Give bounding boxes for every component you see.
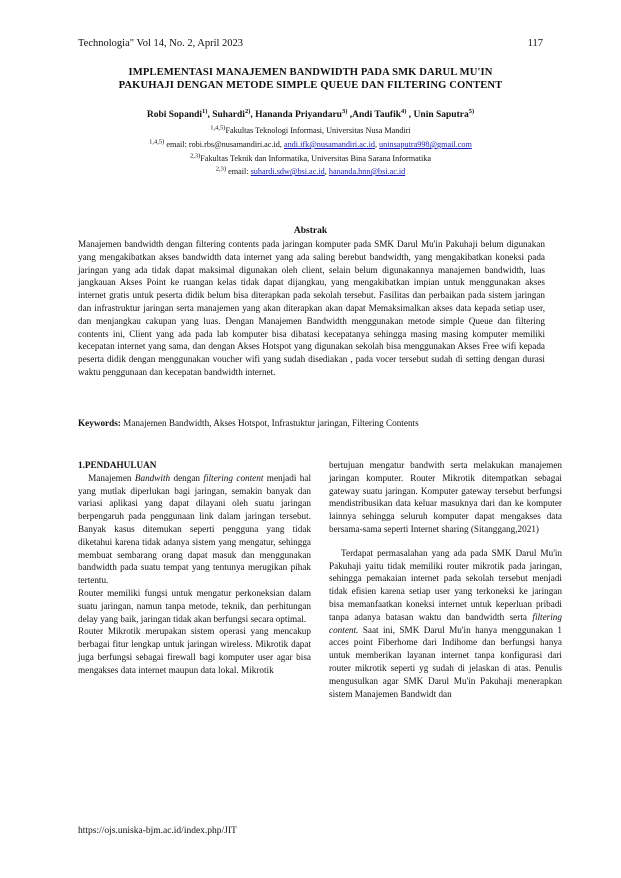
right-column [329,459,562,700]
title-line-1: IMPLEMENTASI MANAJEMEN BANDWIDTH PADA SMK DARUL MU'IN [128,67,493,78]
paragraph: Router memiliki fungsi untuk mengatur perkoneksian dalam suatu jaringan, namun tanpa metode, teknik, dan perhitungan delay yang baik, jaringan tidak akan berfungsi secara optimal. [78,587,311,624]
email-prefix: email: [228,167,249,176]
author-list: Robi Sopandi$^{1)}$, Suhardi$^{2)}$, Hananda Priyandaru$^{3)}$ ,Andi Taufik$^{4)}$ , Unin Saputra$^{5)}$ [146,107,475,120]
author-name: Andi Taufik [352,110,401,120]
author-affiliation-marker: 1) [202,107,208,115]
affiliation-text: Fakultas Teknik dan Informatika, Universitas Bina Sarana Informatika [200,154,432,163]
email-link[interactable]: suhardi.sdw@bsi.ac.id [250,167,325,176]
affiliation-marker: 2,3) [189,152,201,160]
section-heading: 1.PENDAHULUAN [78,460,157,470]
paragraph: Router Mikrotik merupakan sistem operasi yang mencakup berbagai fitur lengkap untuk jaringan wireless. Mikrotik dapat juga berfungsi sebagai firewall bagi komputer user agar bisa mengakses data internet maupun data lokal. Mikrotik [78,626,311,675]
keywords [78,418,545,428]
email-line-1: $^{1,4,5)}$ email: robi.rbs@nusamandiri.ac.id, andi.ifk@nusamandiri.ac.id, uninsaputra998@gmail.com [149,138,472,149]
author-name: Suhardi [212,110,245,120]
email-link[interactable]: andi.ifk@nusamandiri.ac.id [283,140,375,149]
paper-title [60,66,561,92]
author-name: Robi Sopandi [146,110,203,120]
title-line-2: PAKUHAJI DENGAN METODE SIMPLE QUEUE DAN FILTERING CONTENT [118,80,503,91]
author-affiliation-marker: 4) [401,107,407,115]
email-link[interactable]: hananda.hnn@bsi.ac.id [328,167,406,176]
footer-url[interactable]: https://ojs.uniska-bjm.ac.id/index.php/JIT [78,826,237,836]
author-affiliation-marker: 5) [468,107,475,115]
affiliation-2 [30,153,591,164]
affiliation-1 [30,125,591,136]
affiliation-marker: 1,4,5) [210,124,226,132]
journal-citation: Technologia" Vol 14, No. 2, April 2023 [78,38,244,49]
email-marker: 1,4,5) [149,138,165,146]
email-line-2: $^{2,3)}$ email: suhardi.sdw@bsi.ac.id, hananda.hnn@bsi.ac.id [215,165,406,176]
page-number: 117 [527,38,543,49]
abstract-body: Manajemen bandwidth dengan filtering contents pada jaringan komputer pada SMK Darul Mu'in Pakuhaji belum digunakan yang mengakibatkan akses bandwidth data internet yang ada saling berebut bandwidth, yang mengakibatkan koneksi pada jaringan yang ada tidak dapat maksimal digunakan oleh client, selain belum digunakannya manajemen bandwidth, luas jangkauan Akses Point ke ruangan kelas tidak dapat dijangkau, yang mengakibatkan impian untuk menggunakan akses internet gratis untuk peserta didik belum bisa diterapkan pada sekolah tersebut. Fasilitas dan perbaikan pada sistem jaringan dan infrastruktur jaringan serta manajemen yang akan diterapkan akan dapat Memaksimalkan akses data kepada setiap user, dan menjangkau cakupan yang luas. Dengan Manajemen Bandwidth menggunakan metode simple Queue dan filtering contents ini, Client yang ada pada lab komputer bisa dibatasi kecepatanya sehingga masing masing komputer memiliki kecepatan internet yang sama, dan dengan Akses Hotspot yang digunakan sekolah bisa menggunakan Akses Free wifi kepada peserta didik dengan menggunakan voucher wifi yang sudah disediakan , pada vocer tersebut sudah di setting dengan durasi waktu penggunaan dan kecepatan bandwidth internet. [78,239,545,377]
email-marker: 2,3) [215,165,227,173]
author-name: Unin Saputra [413,110,469,120]
paragraph: Manajemen Bandwith dengan filtering content menjadi hal yang mutlak diperlukan bagi jaringan, semakin banyak dan variasi aplikasi yang dapat dilayani oleh suatu jaringan berpengaruh pada penggunaan link dalam jaringan tersebut. Banyak kasus ditemukan seperti pengguna yang tidak diketahui karena tidak adanya sistem yang mengatur, sehingga membuat sembarang orang dapat masuk dan menggunakan bandwidth pada suatu tempat yang tentunya merugikan pihak tertentu. [78,472,311,586]
email-prefix: email: robi.rbs@nusamandiri.ac.id, [166,140,282,149]
abstract-heading: Abstrak [293,226,328,236]
left-column [78,459,311,677]
author-name: Hananda Priyandaru [255,110,342,120]
paragraph: bertujuan mengatur bandwith serta melakukan manajemen jaringan komputer. Router Mikrotik ditempatkan sebagai gateway suatu jaringan. Komputer gateway tersebut berfungsi mendistribusikan data keluar masuknya dari dan ke komputer lainnya sehingga seluruh komputer dapat mengakses data bersama-sama seperti Internet sharing (Sitanggang,2021) [329,460,562,534]
email-link[interactable]: uninsaputra998@gmail.com [379,140,472,149]
author-affiliation-marker: 2) [244,107,251,115]
author-affiliation-marker: 3) [341,107,348,115]
paragraph: Terdapat permasalahan yang ada pada SMK Darul Mu'in Pakuhaji yaitu tidak memiliki router mikrotik pada jaringan, sehingga pemakaian internet pada sekolah tersebut menjadi tidak efisien karena setiap user yang terkoneksi ke jaringan bisa memanfaatkan koneksi internet untuk keperluan pribadi tanpa adanya batasan waktu dan bandwidth serta filtering content. Saat ini, SMK Darul Mu'in hanya menggunakan 1 acces point Fiberhome dari Indihome dan berfungsi hanya untuk memberikan layanan internet tanpa konfigurasi dari router mikrotik seperti yg sudah di jelaskan di atas. Penulis mengusulkan agar SMK Darul Mu'in Pakuhaji menerapkan sistem Manajemen Bandwidt dan [329,547,563,699]
keywords-text: Manajemen Bandwidth, Akses Hotspot, Infrastuktur jaringan, Filtering Contents [123,418,419,428]
keywords-label: Keywords: [78,418,121,428]
affiliation-text: Fakultas Teknologi Informasi, Universitas Nusa Mandiri [225,126,411,135]
